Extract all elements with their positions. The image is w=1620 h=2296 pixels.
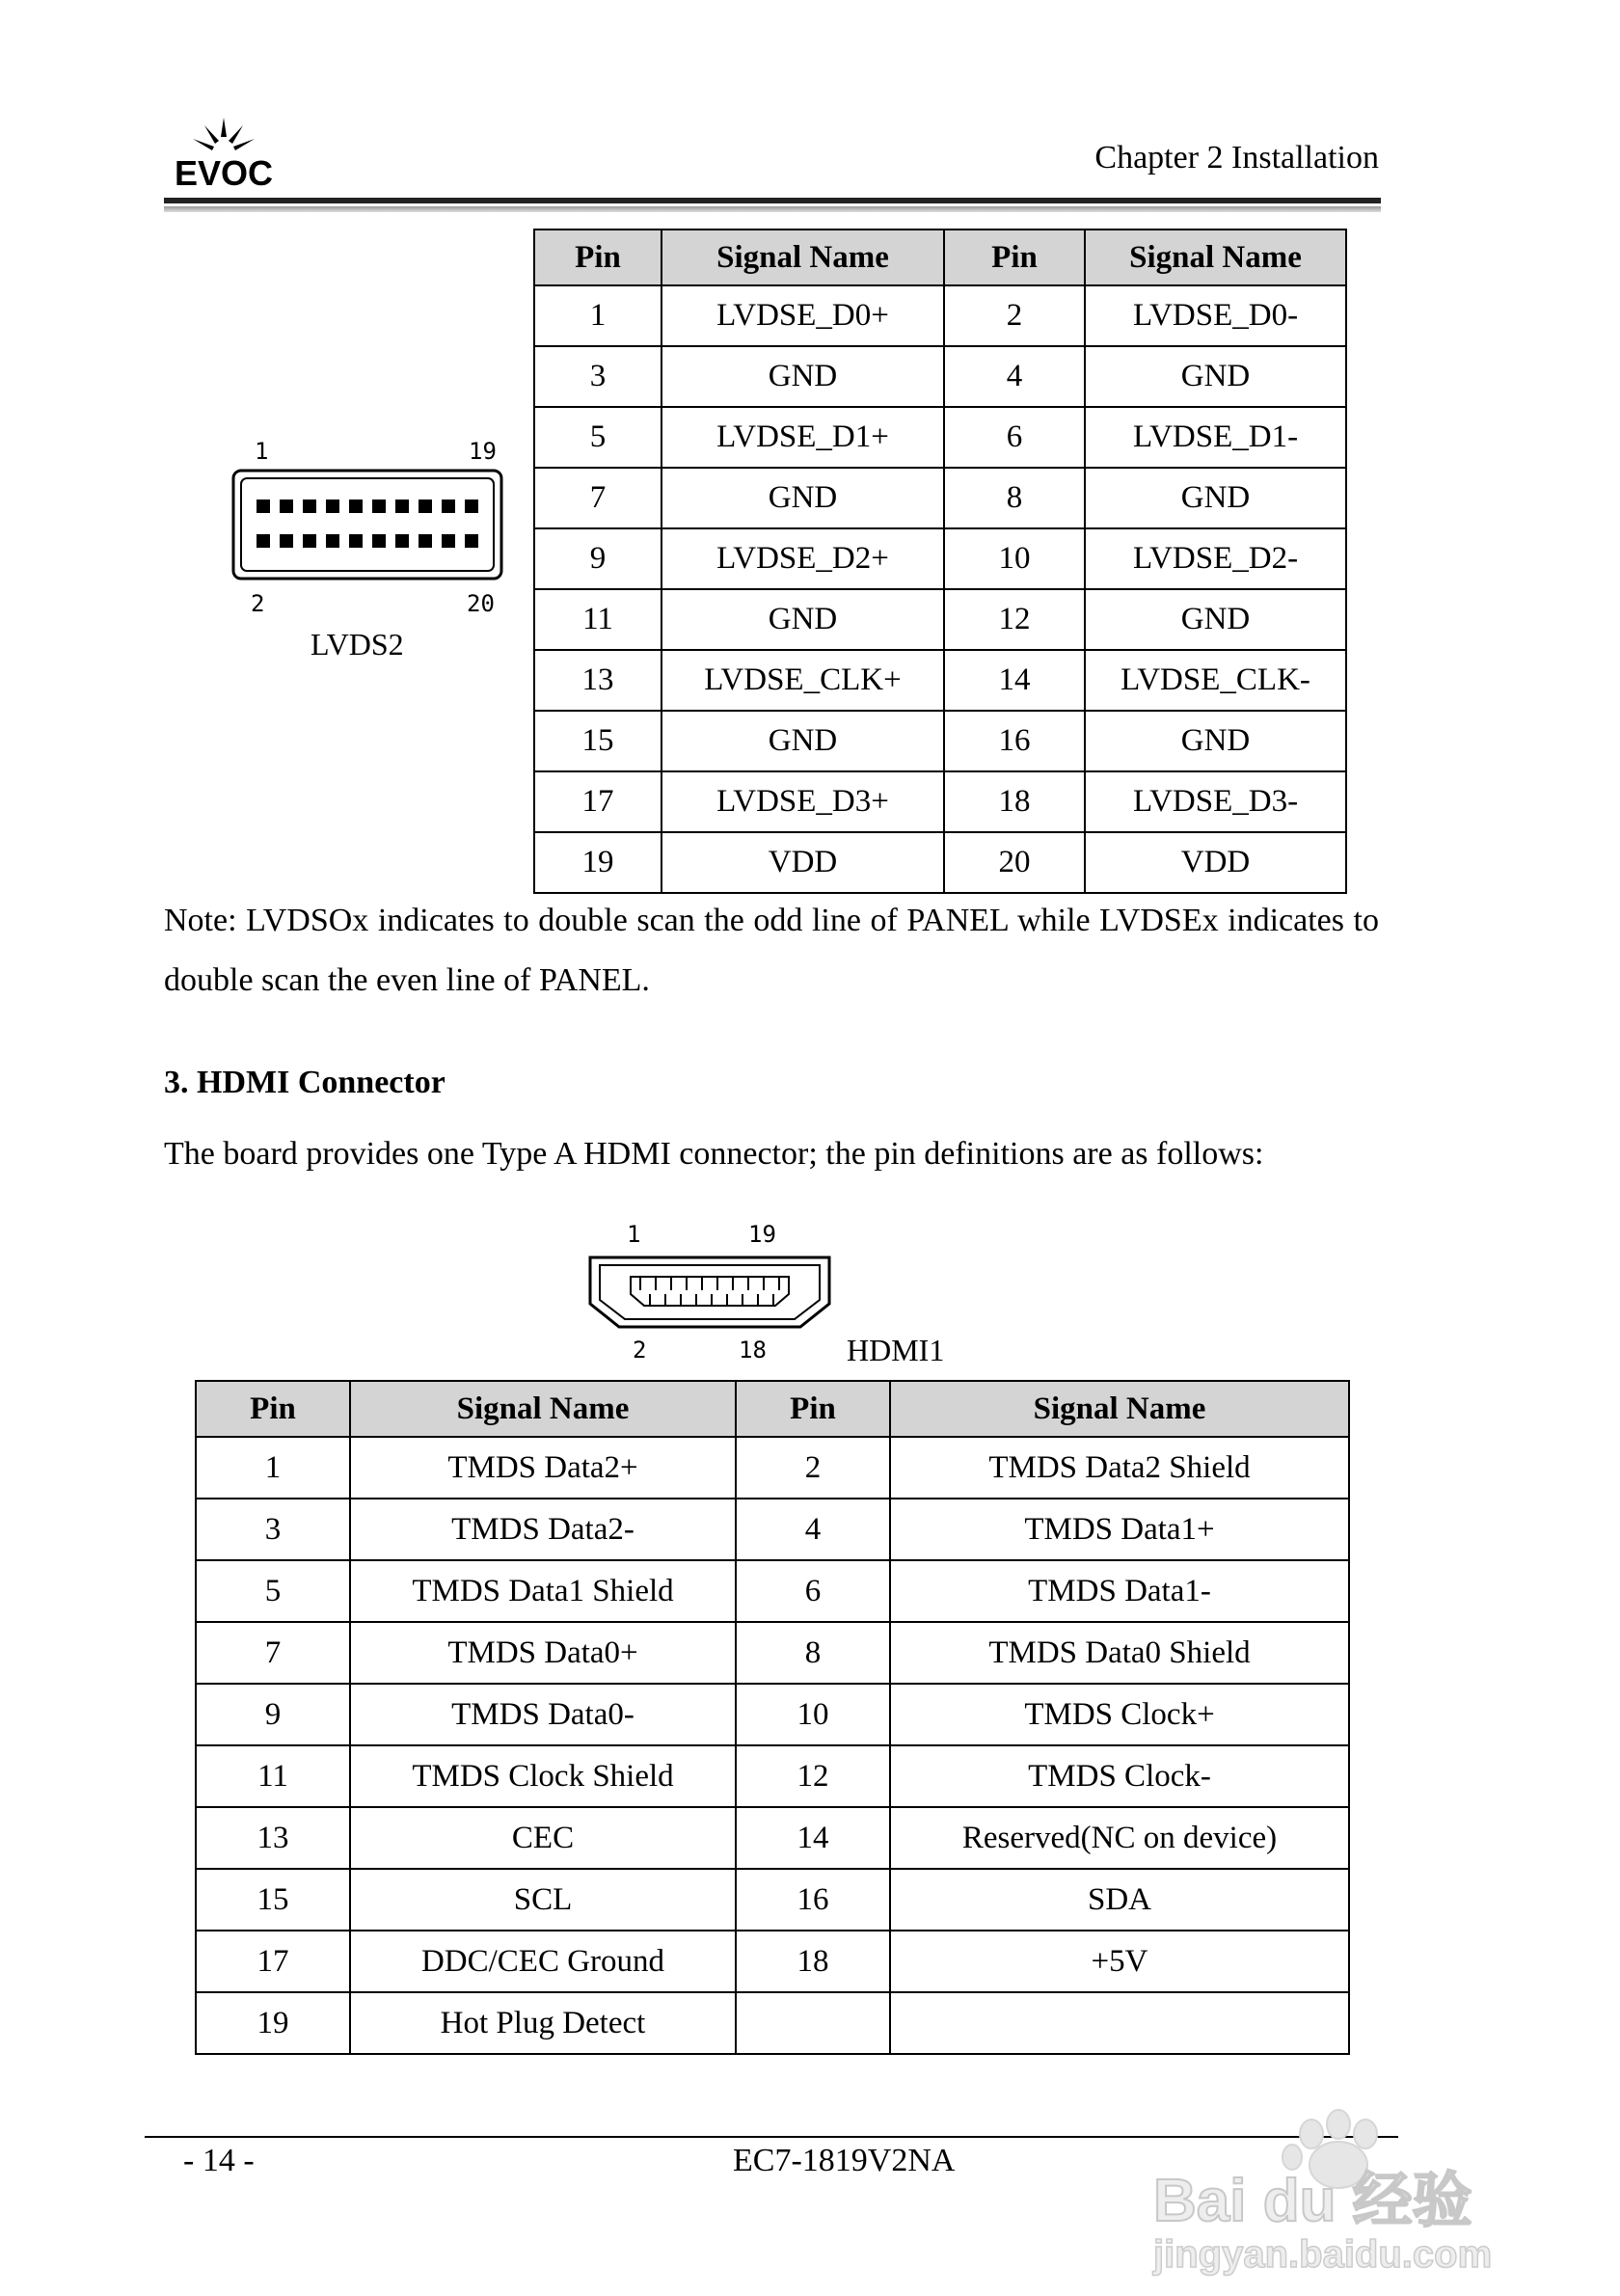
pin-number-cell: 7 bbox=[534, 468, 662, 528]
signal-name-cell: LVDSE_D1- bbox=[1085, 407, 1346, 468]
signal-name-cell: TMDS Data2+ bbox=[350, 1437, 736, 1499]
table-row bbox=[534, 711, 1346, 771]
pin-number-cell: 19 bbox=[534, 832, 662, 893]
table-header-row bbox=[534, 230, 1346, 285]
signal-column-header: Signal Name bbox=[662, 230, 944, 285]
signal-name-cell: VDD bbox=[1085, 832, 1346, 893]
signal-name-cell: TMDS Data0 Shield bbox=[890, 1622, 1349, 1684]
table-row bbox=[196, 1931, 1349, 1992]
pin-dot bbox=[395, 534, 409, 548]
pin-dot bbox=[349, 500, 363, 513]
hdmi-pin-label-1: 1 bbox=[627, 1221, 641, 1248]
pin-dot bbox=[280, 500, 293, 513]
pin-number-cell: 7 bbox=[196, 1622, 350, 1684]
lvds-connector-label: LVDS2 bbox=[310, 627, 404, 662]
pin-number-cell: 20 bbox=[944, 832, 1085, 893]
pin-column-header: Pin bbox=[736, 1381, 890, 1437]
signal-name-cell: GND bbox=[662, 346, 944, 407]
lvds-pin-label-20: 20 bbox=[467, 590, 495, 617]
pin-number-cell: 3 bbox=[534, 346, 662, 407]
signal-name-cell: LVDSE_CLK+ bbox=[662, 650, 944, 711]
signal-name-cell: GND bbox=[1085, 468, 1346, 528]
signal-name-cell: LVDSE_D1+ bbox=[662, 407, 944, 468]
signal-name-cell: TMDS Data1- bbox=[890, 1560, 1349, 1622]
table-row bbox=[196, 1992, 1349, 2054]
signal-name-cell: LVDSE_D0+ bbox=[662, 285, 944, 346]
pin-dot bbox=[465, 500, 478, 513]
pin-dot bbox=[442, 500, 455, 513]
table-row bbox=[196, 1560, 1349, 1622]
signal-column-header: Signal Name bbox=[890, 1381, 1349, 1437]
watermark-url: jingyan.baidu.com bbox=[1153, 2233, 1493, 2276]
hdmi-pin-label-19: 19 bbox=[748, 1221, 776, 1248]
signal-name-cell: DDC/CEC Ground bbox=[350, 1931, 736, 1992]
signal-name-cell: GND bbox=[1085, 711, 1346, 771]
pin-number-cell: 2 bbox=[944, 285, 1085, 346]
pin-number-cell: 8 bbox=[736, 1622, 890, 1684]
signal-name-cell: TMDS Clock- bbox=[890, 1745, 1349, 1807]
signal-name-cell: CEC bbox=[350, 1807, 736, 1869]
pin-number-cell: 6 bbox=[944, 407, 1085, 468]
section-intro: The board provides one Type A HDMI connector; the pin definitions are as follows: bbox=[164, 1136, 1264, 1172]
lvds-connector-diagram bbox=[230, 432, 509, 625]
pin-number-cell: 11 bbox=[534, 589, 662, 650]
pin-column-header: Pin bbox=[534, 230, 662, 285]
lvds-pin-label-2: 2 bbox=[251, 590, 265, 617]
pin-dot bbox=[418, 534, 432, 548]
pin-number-cell: 15 bbox=[196, 1869, 350, 1931]
table-row bbox=[196, 1437, 1349, 1499]
table-header-row bbox=[196, 1381, 1349, 1437]
pin-number-cell: 14 bbox=[944, 650, 1085, 711]
pin-number-cell: 15 bbox=[534, 711, 662, 771]
signal-name-cell: GND bbox=[662, 711, 944, 771]
pin-dot bbox=[256, 500, 270, 513]
pin-dot bbox=[442, 534, 455, 548]
pin-column-header: Pin bbox=[196, 1381, 350, 1437]
lvds-pin-dots bbox=[256, 500, 478, 548]
pin-dot bbox=[465, 534, 478, 548]
signal-name-cell: TMDS Data2 Shield bbox=[890, 1437, 1349, 1499]
pin-number-cell bbox=[736, 1992, 890, 2054]
signal-name-cell: SCL bbox=[350, 1869, 736, 1931]
table-row bbox=[196, 1684, 1349, 1745]
pin-number-cell: 12 bbox=[736, 1745, 890, 1807]
table-row bbox=[534, 832, 1346, 893]
pin-number-cell: 10 bbox=[736, 1684, 890, 1745]
lvds-pin-table bbox=[533, 229, 1347, 894]
note-paragraph: Note: LVDSOx indicates to double scan the odd line of PANEL while LVDSEx indicates to double scan the even line of PANEL. bbox=[164, 903, 1379, 998]
hdmi-connector-label: HDMI1 bbox=[847, 1333, 945, 1367]
pin-number-cell: 6 bbox=[736, 1560, 890, 1622]
pin-number-cell: 4 bbox=[944, 346, 1085, 407]
pin-number-cell: 13 bbox=[534, 650, 662, 711]
signal-column-header: Signal Name bbox=[1085, 230, 1346, 285]
watermark-brand: Bai du 经验 bbox=[1153, 2168, 1472, 2234]
table-row bbox=[196, 1869, 1349, 1931]
hdmi-pin-contacts bbox=[640, 1277, 779, 1306]
table-row bbox=[534, 407, 1346, 468]
signal-name-cell bbox=[890, 1992, 1349, 2054]
lvds-pin-label-1: 1 bbox=[255, 438, 269, 465]
chapter-heading: Chapter 2 Installation bbox=[1094, 140, 1379, 176]
pin-number-cell: 18 bbox=[736, 1931, 890, 1992]
pin-number-cell: 12 bbox=[944, 589, 1085, 650]
table-row bbox=[534, 528, 1346, 589]
signal-name-cell: LVDSE_D2- bbox=[1085, 528, 1346, 589]
table-row bbox=[534, 468, 1346, 528]
table-row bbox=[196, 1745, 1349, 1807]
signal-name-cell: LVDSE_D3- bbox=[1085, 771, 1346, 832]
table-row bbox=[534, 346, 1346, 407]
table-row bbox=[196, 1807, 1349, 1869]
table-row bbox=[196, 1622, 1349, 1684]
signal-name-cell: SDA bbox=[890, 1869, 1349, 1931]
signal-name-cell: VDD bbox=[662, 832, 944, 893]
signal-name-cell: TMDS Clock Shield bbox=[350, 1745, 736, 1807]
signal-column-header: Signal Name bbox=[350, 1381, 736, 1437]
pin-dot bbox=[418, 500, 432, 513]
hdmi-pin-label-2: 2 bbox=[633, 1337, 647, 1364]
pin-dot bbox=[349, 534, 363, 548]
pin-number-cell: 5 bbox=[196, 1560, 350, 1622]
evoc-logo bbox=[166, 116, 282, 193]
pin-number-cell: 16 bbox=[736, 1869, 890, 1931]
pin-number-cell: 17 bbox=[534, 771, 662, 832]
pin-number-cell: 3 bbox=[196, 1499, 350, 1560]
logo-text: EVOC bbox=[174, 153, 274, 193]
signal-name-cell: Reserved(NC on device) bbox=[890, 1807, 1349, 1869]
pin-dot bbox=[303, 500, 316, 513]
signal-name-cell: LVDSE_D3+ bbox=[662, 771, 944, 832]
header-rule-shadow bbox=[164, 206, 1381, 212]
pin-dot bbox=[372, 534, 386, 548]
pin-number-cell: 4 bbox=[736, 1499, 890, 1560]
signal-name-cell: LVDSE_CLK- bbox=[1085, 650, 1346, 711]
signal-name-cell: +5V bbox=[890, 1931, 1349, 1992]
pin-number-cell: 17 bbox=[196, 1931, 350, 1992]
signal-name-cell: TMDS Data0+ bbox=[350, 1622, 736, 1684]
pin-number-cell: 16 bbox=[944, 711, 1085, 771]
section-title: 3. HDMI Connector bbox=[164, 1065, 446, 1100]
signal-name-cell: TMDS Data1+ bbox=[890, 1499, 1349, 1560]
header-rule bbox=[164, 198, 1381, 203]
pin-number-cell: 9 bbox=[196, 1684, 350, 1745]
pin-column-header: Pin bbox=[944, 230, 1085, 285]
hdmi-pin-label-18: 18 bbox=[739, 1337, 767, 1364]
signal-name-cell: TMDS Clock+ bbox=[890, 1684, 1349, 1745]
pin-dot bbox=[256, 534, 270, 548]
page-number: - 14 - bbox=[183, 2143, 255, 2178]
pin-number-cell: 2 bbox=[736, 1437, 890, 1499]
table-row bbox=[534, 589, 1346, 650]
signal-name-cell: TMDS Data1 Shield bbox=[350, 1560, 736, 1622]
table-row bbox=[196, 1499, 1349, 1560]
pin-number-cell: 5 bbox=[534, 407, 662, 468]
pin-number-cell: 9 bbox=[534, 528, 662, 589]
signal-name-cell: GND bbox=[662, 589, 944, 650]
pin-number-cell: 1 bbox=[196, 1437, 350, 1499]
pin-number-cell: 1 bbox=[534, 285, 662, 346]
lvds-pin-label-19: 19 bbox=[469, 438, 497, 465]
pin-number-cell: 19 bbox=[196, 1992, 350, 2054]
pin-number-cell: 11 bbox=[196, 1745, 350, 1807]
pin-dot bbox=[280, 534, 293, 548]
pin-dot bbox=[326, 500, 339, 513]
baidu-watermark bbox=[1148, 2097, 1552, 2281]
signal-name-cell: TMDS Data2- bbox=[350, 1499, 736, 1560]
model-number: EC7-1819V2NA bbox=[733, 2143, 956, 2178]
pin-number-cell: 18 bbox=[944, 771, 1085, 832]
pin-number-cell: 8 bbox=[944, 468, 1085, 528]
signal-name-cell: GND bbox=[662, 468, 944, 528]
signal-name-cell: Hot Plug Detect bbox=[350, 1992, 736, 2054]
table-row bbox=[534, 771, 1346, 832]
signal-name-cell: TMDS Data0- bbox=[350, 1684, 736, 1745]
pin-number-cell: 14 bbox=[736, 1807, 890, 1869]
pin-number-cell: 13 bbox=[196, 1807, 350, 1869]
pin-dot bbox=[395, 500, 409, 513]
signal-name-cell: GND bbox=[1085, 589, 1346, 650]
pin-dot bbox=[326, 534, 339, 548]
signal-name-cell: LVDSE_D0- bbox=[1085, 285, 1346, 346]
hdmi-connector-diagram bbox=[582, 1217, 843, 1369]
pin-number-cell: 10 bbox=[944, 528, 1085, 589]
hdmi-pin-table bbox=[195, 1380, 1350, 2055]
signal-name-cell: GND bbox=[1085, 346, 1346, 407]
table-row bbox=[534, 650, 1346, 711]
signal-name-cell: LVDSE_D2+ bbox=[662, 528, 944, 589]
pin-dot bbox=[303, 534, 316, 548]
table-row bbox=[534, 285, 1346, 346]
pin-dot bbox=[372, 500, 386, 513]
